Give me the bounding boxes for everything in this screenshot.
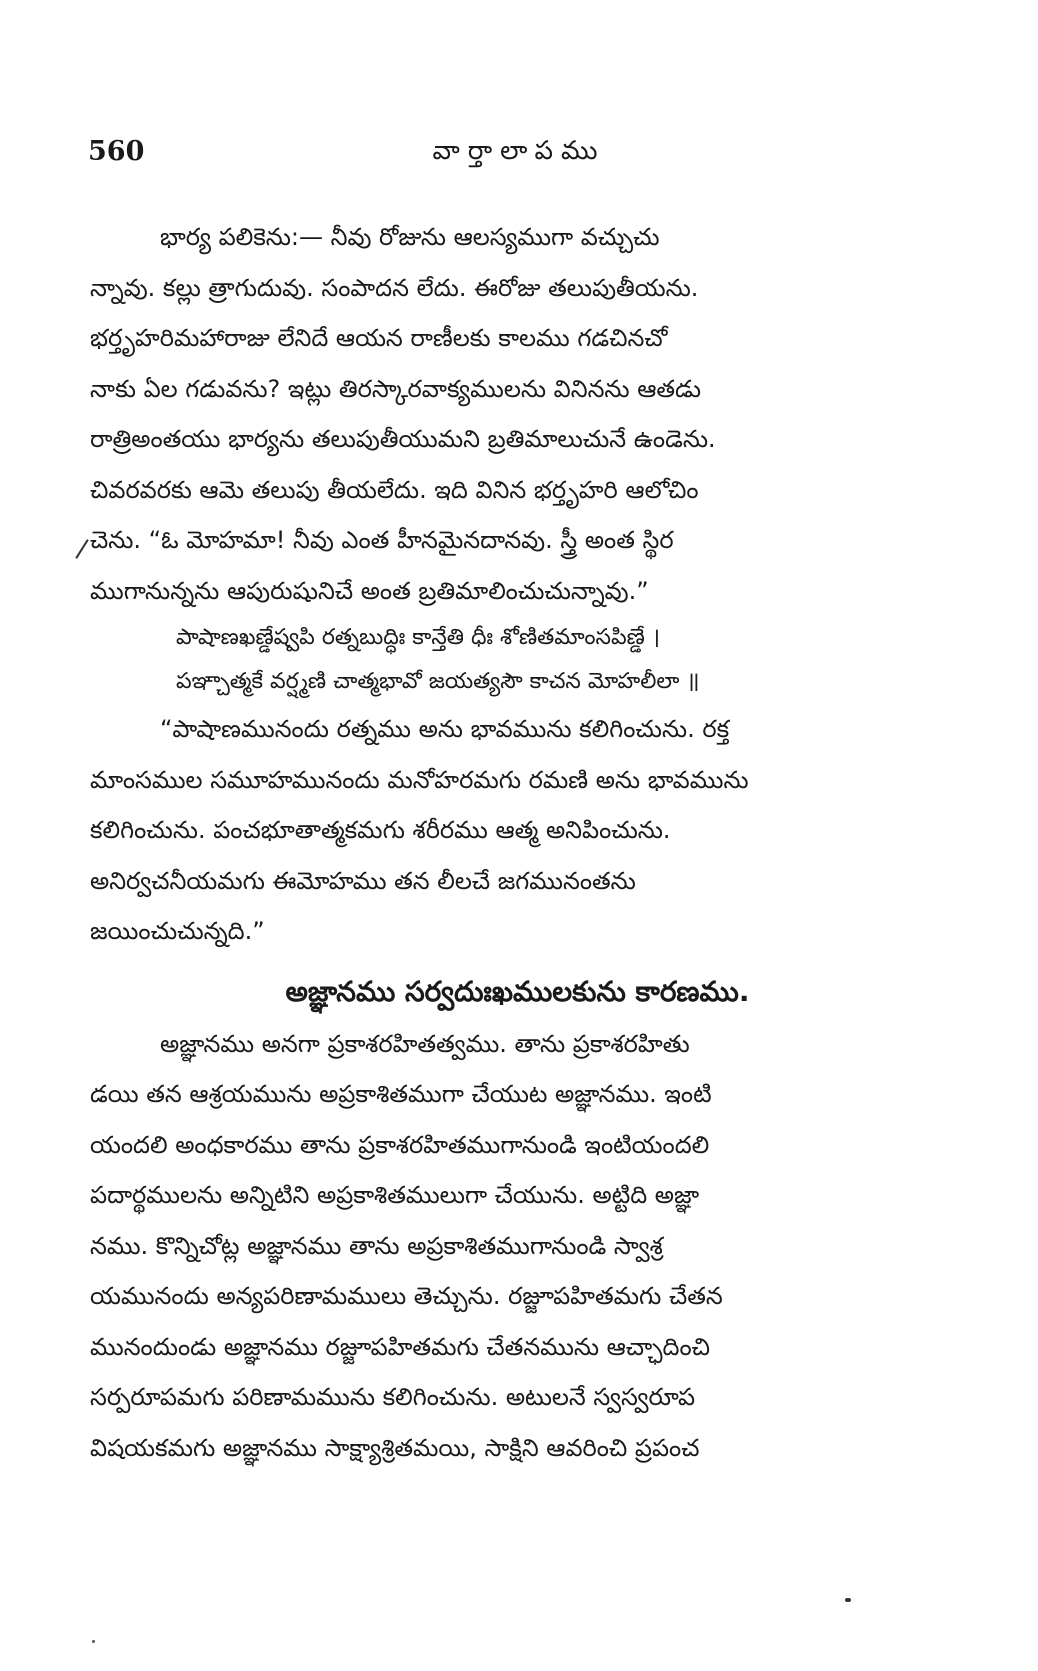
page-number: 560	[88, 136, 145, 167]
text-line: సర్పరూపమగు పరిణామమును కలిగించును. అటులనే స్వస్వరూప	[90, 1383, 696, 1411]
text-line: నాకు ఏల గడువను? ఇట్లు తిరస్కారవాక్యములను వినినను ఆతడు	[90, 374, 702, 403]
section-heading: అజ్ఞానము సర్వదుఃఖములకును కారణము.	[285, 974, 750, 1008]
page-header	[88, 136, 950, 176]
text-line: చెను. “ఓ మోహమా! నీవు ఎంత హీనమైనదానవు. స్త్రీ అంత స్థిర	[90, 526, 674, 554]
ink-speck	[92, 1640, 95, 1643]
paragraph-2	[90, 704, 945, 957]
text-line: నము. కొన్నిచోట్ల అజ్ఞానము తాను అప్రకాశితముగానుండి స్వాశ్ర	[90, 1231, 663, 1260]
text-line: మునందుండు అజ్ఞానము రజ్జూపహితమగు చేతనమును ఆచ్ఛాదించి	[90, 1332, 711, 1361]
text-line: అజ్ఞానము అనగా ప్రకాశరహితత్వము. తాను ప్రకాశరహితు	[160, 1029, 690, 1058]
text-line: న్నావు. కల్లు త్రాగుదువు. సంపాదన లేదు. ఈరోజు తలుపుతీయను.	[90, 273, 699, 302]
text-line: యమునందు అన్యపరిణామములు తెచ్చును. రజ్జూపహితమగు చేతన	[90, 1282, 723, 1310]
margin-pencil-mark	[75, 539, 88, 559]
verse-line: పాషాణఖణ్డేష్వపి రత్నబుద్ధిః కాన్తేతి ధీః శోణితమాంసపిణ్డే ।	[176, 625, 661, 650]
running-title: వార్తాలాపము	[432, 136, 606, 166]
text-line: రాత్రిఅంతయు భార్యను తలుపుతీయుమని బ్రతిమాలుచునే ఉండెను.	[90, 425, 716, 453]
text-line: చివరవరకు ఆమె తలుపు తీయలేదు. ఇది వినిన భర్తృహరి ఆలోచిం	[90, 475, 699, 504]
ink-speck	[845, 1598, 851, 1602]
text-line: డయి తన ఆశ్రయమును అప్రకాశితముగా చేయుట అజ్ఞానము. ఇంటి	[90, 1080, 712, 1108]
text-line: ముగానున్నను ఆపురుషునిచే అంత బ్రతిమాలించుచున్నావు.”	[90, 576, 649, 605]
text-line: పదార్థములను అన్నిటిని అప్రకాశితములుగా చేయును. అట్టిది అజ్ఞా	[90, 1181, 700, 1209]
text-line: మాంసముల సమూహమునందు మనోహరమగు రమణి అను భావమును	[90, 765, 749, 794]
text-line: యందలి అంధకారము తాను ప్రకాశరహితముగానుండి ఇంటియందలి	[90, 1130, 710, 1159]
text-line: కలిగించును. పంచభూతాత్మకమగు శరీరము ఆత్మ అనిపించును.	[90, 816, 671, 844]
paragraph-3	[90, 1019, 945, 1474]
verse-line: పఞ్చాత్మకే వర్ష్మణి చాత్మభావో జయత్యసౌ కాచన మోహలీలా ॥	[176, 669, 700, 694]
text-line: విషయకమగు అజ్ఞానము సాక్ష్యాశ్రితమయి, సాక్షిని ఆవరించి ప్రపంచ	[90, 1433, 700, 1462]
text-line: భార్య పలికెను:— నీవు రోజును ఆలస్యముగా వచ్చుచు	[160, 223, 660, 251]
text-line: “పాషాణమునందు రత్నము అను భావమును కలిగించును. రక్త	[160, 715, 730, 743]
sanskrit-verse	[90, 616, 945, 704]
text-line: జయించుచున్నది.”	[90, 917, 265, 945]
page-body	[90, 212, 945, 1473]
text-line: అనిర్వచనీయమగు ఈమోహము తన లీలచే జగమునంతను	[90, 866, 636, 895]
text-line: భర్తృహరిమహారాజు లేనిదే ఆయన రాణీలకు కాలము గడచినచో	[90, 324, 668, 352]
paragraph-1	[90, 212, 945, 616]
